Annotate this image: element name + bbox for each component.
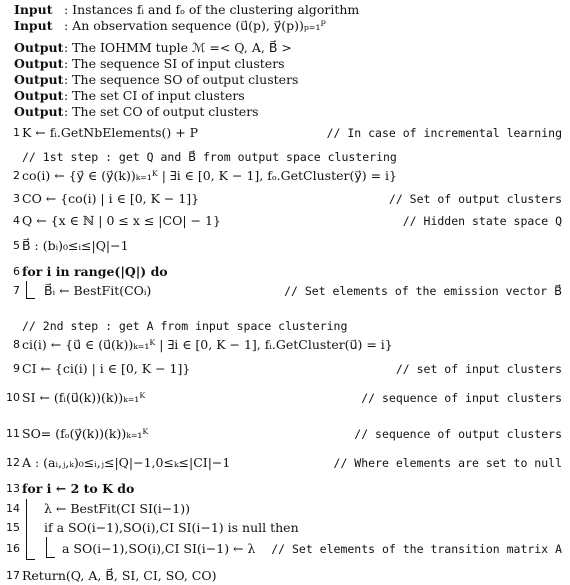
line-code: K ← fᵢ.GetNbElements() + P (22, 125, 199, 140)
line-number: 10 (6, 391, 20, 404)
line-code: B⃗ᵢ ← BestFit(COᵢ) (44, 283, 152, 298)
header-text: : The set CO of output clusters (64, 104, 259, 119)
line-comment: // Set elements of the transition matrix A (271, 542, 562, 556)
keyword: Output (14, 72, 64, 87)
line-number: 7 (13, 284, 20, 297)
line-number: 6 (13, 265, 20, 278)
input-line-2 (14, 18, 326, 34)
line-comment: // sequence of output clusters (354, 427, 562, 441)
line-code: ci(i) ← {u⃗ ∈ (u⃗(k))ₖ₌₁ᴷ | ∃i ∈ [0, K − 1], fᵢ.GetCluster(u⃗) = i} (22, 337, 393, 352)
keyword: Input (14, 2, 53, 17)
line-code: Return(Q, A, B⃗, SI, CI, SO, CO) (22, 568, 217, 583)
line-number: 4 (13, 214, 20, 227)
line-comment: // set of input clusters (395, 362, 562, 376)
line-number: 14 (6, 502, 20, 515)
line-number: 2 (13, 169, 20, 182)
keyword: Output (14, 56, 64, 71)
line-number: 11 (6, 427, 20, 440)
header-text: : An observation sequence (u⃗(p), y⃗(p))ₚ₌₁ᴾ (64, 18, 326, 33)
header-text: : The set CI of input clusters (64, 88, 245, 103)
line-number: 13 (6, 482, 20, 495)
line-comment: // Set elements of the emission vector B⃗ (284, 284, 562, 298)
line-comment: // sequence of input clusters (361, 391, 562, 405)
line-number: 16 (6, 542, 20, 555)
step-comment: // 1st step : get Q and B⃗ from output space clustering (22, 150, 397, 164)
header-text: : The sequence SO of output clusters (64, 72, 299, 87)
header-text: : The IOHMM tuple ℳ =< Q, A, B⃗ > (64, 40, 292, 55)
output-line-5 (14, 104, 259, 120)
input-line-1 (14, 2, 359, 18)
line-code: CO ← {co(i) | i ∈ [0, K − 1]} (22, 191, 200, 206)
line-number: 9 (13, 362, 20, 375)
line-comment: // Hidden state space Q (402, 214, 562, 228)
keyword: Input (14, 18, 53, 33)
line-number: 12 (6, 456, 20, 469)
if-bracket (46, 537, 55, 558)
line-code: a SO(i−1),SO(i),CI SI(i−1) ← λ (62, 541, 256, 556)
line-code: SI ← (fᵢ(u⃗(k))(k))ₖ₌₁ᴷ (22, 390, 146, 405)
output-line-1 (14, 40, 292, 56)
line-number: 15 (6, 521, 20, 534)
output-line-4 (14, 88, 245, 104)
line-code: if a SO(i−1),SO(i),CI SI(i−1) is null then (44, 520, 299, 535)
line-comment: // Where elements are set to null (333, 456, 562, 470)
line-number: 1 (13, 126, 20, 139)
line-code: λ ← BestFit(CI SI(i−1)) (44, 501, 190, 516)
line-code: A : (aᵢ,ⱼ,ₖ)₀≤ᵢ,ⱼ≤|Q|−1,0≤ₖ≤|CI|−1 (22, 455, 231, 470)
loop-bracket (26, 499, 35, 560)
keyword: Output (14, 40, 64, 55)
line-comment: // In case of incremental learning (326, 126, 562, 140)
step-comment: // 2nd step : get A from input space clustering (22, 319, 348, 333)
line-code: B⃗ : (bᵢ)₀≤ᵢ≤|Q|−1 (22, 238, 129, 253)
header-text: : Instances fᵢ and fₒ of the clustering algorithm (64, 2, 360, 17)
line-number: 5 (13, 239, 20, 252)
line-number: 3 (13, 192, 20, 205)
line-code: co(i) ← {y⃗ ∈ (y⃗(k))ₖ₌₁ᴷ | ∃i ∈ [0, K − 1], fₒ.GetCluster(y⃗) = i} (22, 168, 397, 183)
line-code: CI ← {ci(i) | i ∈ [0, K − 1]} (22, 361, 191, 376)
line-number: 17 (6, 569, 20, 582)
header-text: : The sequence SI of input clusters (64, 56, 285, 71)
output-line-2 (14, 56, 285, 72)
line-code: for i ← 2 to K do (22, 481, 135, 496)
line-code: for i in range(|Q|) do (22, 264, 168, 279)
output-line-3 (14, 72, 298, 88)
keyword: Output (14, 104, 64, 119)
line-number: 8 (13, 338, 20, 351)
keyword: Output (14, 88, 64, 103)
line-comment: // Set of output clusters (388, 192, 562, 206)
loop-bracket (26, 281, 35, 299)
line-code: Q ← {x ∈ ℕ | 0 ≤ x ≤ |CO| − 1} (22, 213, 221, 228)
line-code: SO= (fₒ(y⃗(k))(k))ₖ₌₁ᴷ (22, 426, 149, 441)
